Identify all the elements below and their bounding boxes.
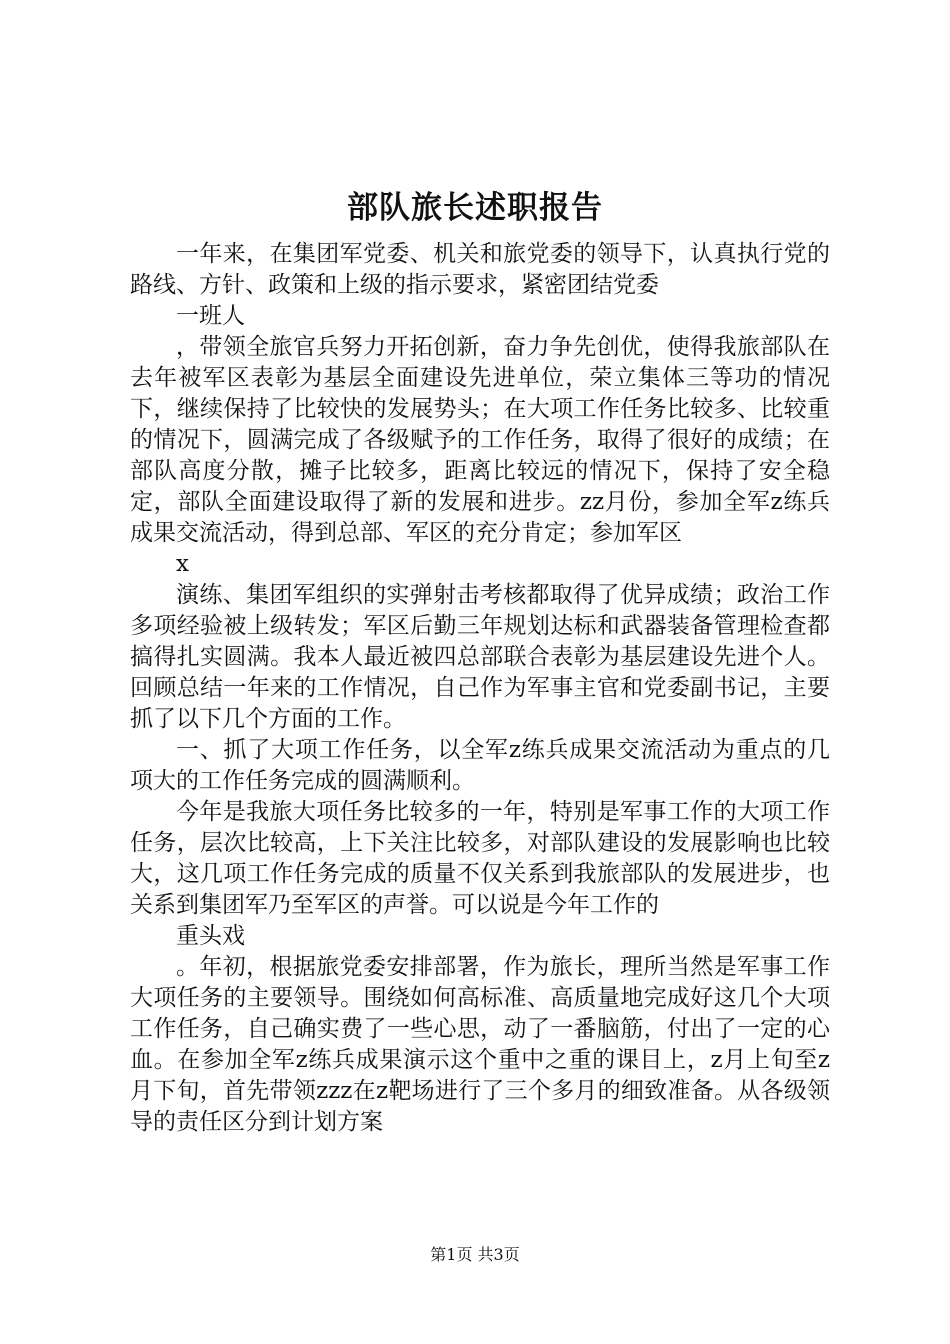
paragraph-6: 一、抓了大项工作任务，以全军z练兵成果交流活动为重点的几项大的工作任务完成的圆满顺利。 — [130, 737, 830, 794]
paragraph-5: 演练、集团军组织的实弹射击考核都取得了优异成绩；政治工作多项经验被上级转发；军区后勤三年规划达标和武器装备管理检查都搞得扎实圆满。我本人最近被四总部联合表彰为基层建设先进个人。回顾总结一年来的工作情况，自己作为军事主官和党委副书记，主要抓了以下几个方面的工作。 — [130, 582, 830, 732]
paragraph-1: 一年来，在集团军党委、机关和旅党委的领导下，认真执行党的路线、方针、政策和上级的指示要求，紧密团结党委 — [130, 241, 830, 298]
document-body — [130, 239, 830, 1138]
paragraph-4: x — [176, 551, 189, 577]
paragraph-8: 重头戏 — [176, 923, 245, 949]
paragraph-3: ，带领全旅官兵努力开拓创新，奋力争先创优，使得我旅部队在去年被军区表彰为基层全面建设先进单位，荣立集体三等功的情况下，继续保持了比较快的发展势头；在大项工作任务比较多、比较重的情况下，圆满完成了各级赋予的工作任务，取得了很好的成绩；在部队高度分散，摊子比较多，距离比较远的情况下，保持了安全稳定，部队全面建设取得了新的发展和进步。zz月份，参加全军z练兵成果交流活动，得到总部、军区的充分肯定；参加军区 — [130, 334, 830, 546]
page-number-footer: 第1页 共3页 — [430, 1245, 520, 1264]
document-title: 部队旅长述职报告 — [347, 190, 603, 226]
paragraph-7: 今年是我旅大项任务比较多的一年，特别是军事工作的大项工作任务，层次比较高，上下关注比较多，对部队建设的发展影响也比较大，这几项工作任务完成的质量不仅关系到我旅部队的发展进步，也关系到集团军乃至军区的声誉。可以说是今年工作的 — [130, 799, 830, 918]
paragraph-2: 一班人 — [176, 303, 245, 329]
paragraph-9: 。年初，根据旅党委安排部署，作为旅长，理所当然是军事工作大项任务的主要领导。围绕如何高标准、高质量地完成好这几个大项工作任务，自己确实费了一些心思，动了一番脑筋，付出了一定的心血。在参加全军z练兵成果演示这个重中之重的课目上，z月上旬至z月下旬，首先带领zzz在z靶场进行了三个多月的细致准备。从各级领导的责任区分到计划方案 — [130, 954, 830, 1135]
